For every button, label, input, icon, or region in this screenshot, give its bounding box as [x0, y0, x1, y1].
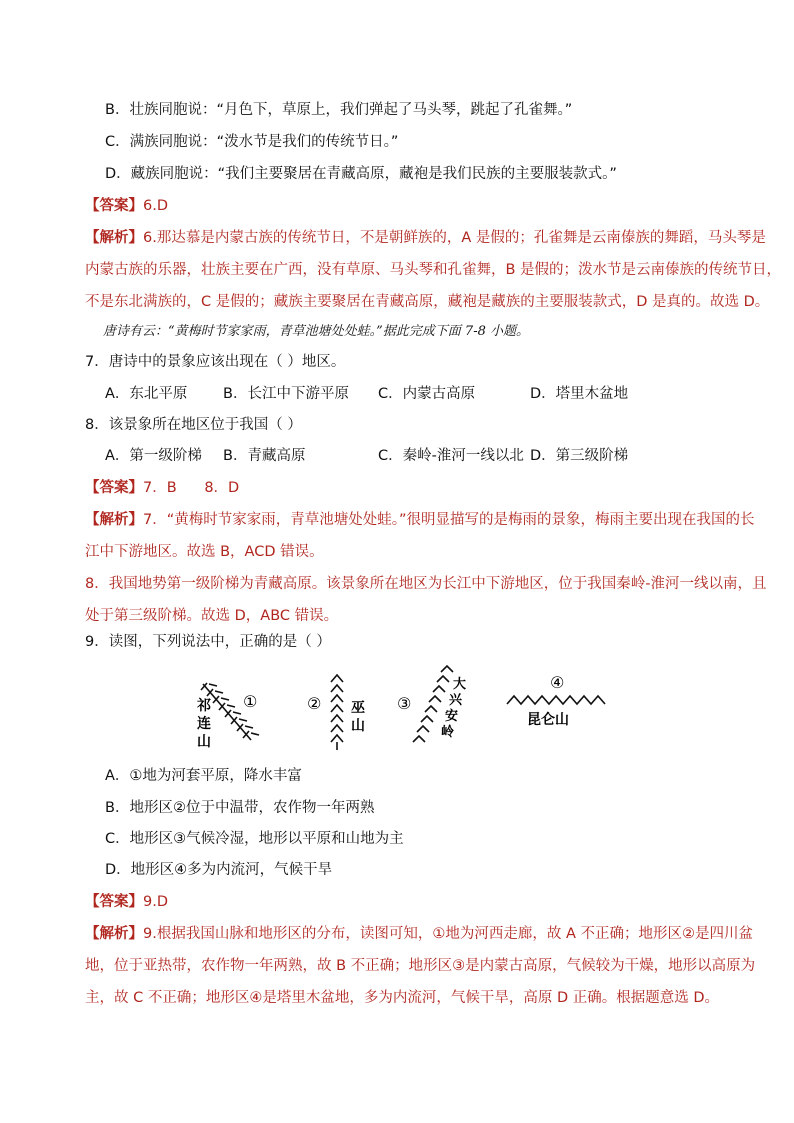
wushan-mountain-symbol	[331, 675, 343, 750]
q6-analysis-text-1: 6.那达慕是内蒙古族的传统节日，不是朝鲜族的，A 是假的；孔雀舞是云南傣族的舞蹈，马头琴是	[143, 230, 766, 246]
q6-analysis-line-3: 不是东北满族的，C 是假的；藏族主要聚居在青藏高原，藏袍是藏族的主要服装款式，D 是真的。故选 D。	[85, 294, 770, 310]
daxinganling-label-1: 大	[453, 677, 467, 692]
q6-answer-line	[85, 196, 168, 216]
q8-option-c: C．秦岭-淮河一线以北	[378, 448, 524, 464]
daxinganling-label-4: 岭	[441, 725, 455, 740]
q7-analysis-line-1	[85, 510, 755, 530]
qilian-label-3: 山	[197, 734, 211, 750]
q6-option-d: D．藏族同胞说：“我们主要聚居在青藏高原，藏袍是我们民族的主要服装款式。”	[105, 166, 617, 182]
label-num-3: ③	[397, 694, 412, 713]
q6-analysis-line-1	[85, 228, 766, 248]
q9-analysis-text-1: 9.根据我国山脉和地形区的分布，读图可知，①地为河西走廊，故 A 不正确；地形区②是四川盆	[143, 926, 753, 942]
q7-analysis-text-1: 7．“黄梅时节家家雨，青草池塘处处蛙。”很明显描写的是梅雨的景象，梅雨主要出现在我国的长	[143, 512, 755, 528]
wushan-label-1: 巫	[351, 700, 365, 716]
q78-answer-line	[85, 478, 239, 498]
q6-answer: 6.D	[143, 198, 168, 214]
q7-option-d: D．塔里木盆地	[530, 386, 629, 402]
q7-analysis-line-2: 江中下游地区。故选 B，ACD 错误。	[85, 544, 324, 560]
qilian-label-1: 祁	[197, 698, 211, 714]
q9-answer: 9.D	[143, 894, 168, 910]
q7-stem: 7．唐诗中的景象应该出现在（ ）地区。	[85, 354, 346, 370]
mountains-figure	[185, 662, 625, 762]
kunlun-mountain-symbol	[507, 696, 605, 704]
label-num-1: ①	[243, 692, 258, 711]
daxinganling-label-2: 兴	[449, 693, 463, 708]
q9-analysis-line-3: 主，故 C 不正确；地形区④是塔里木盆地，多为内流河，气候干旱，高原 D 正确。根据题意选 D。	[85, 990, 719, 1006]
wushan-label-2: 山	[351, 718, 365, 734]
q7-option-b: B．长江中下游平原	[223, 386, 349, 402]
q6-analysis-line-2: 内蒙古族的乐器，壮族主要在广西，没有草原、马头琴和孔雀舞，B 是假的；泼水节是云南傣族的传统节日，	[85, 262, 782, 278]
q7-option-c: C．内蒙古高原	[378, 386, 476, 402]
q9-stem: 9．读图，下列说法中，正确的是（ ）	[85, 634, 331, 650]
q8-option-b: B．青藏高原	[223, 448, 306, 464]
poem-intro: 唐诗有云：“黄梅时节家家雨，青草池塘处处蛙。”据此完成下面 7-8 小题。	[103, 324, 529, 339]
answer-tag: 【答案】	[85, 480, 143, 496]
q78-answer: 7．B 8．D	[143, 480, 240, 496]
q8-stem: 8．该景象所在地区位于我国（ ）	[85, 417, 302, 433]
q9-option-c: C．地形区③气候冷湿，地形以平原和山地为主	[105, 831, 404, 847]
q6-option-b: B．壮族同胞说：“月色下，草原上，我们弹起了马头琴，跳起了孔雀舞。”	[105, 102, 573, 118]
daxinganling-label-3: 安	[445, 709, 459, 724]
q9-answer-line	[85, 892, 168, 912]
q8-analysis-line-2: 处于第三级阶梯。故选 D，ABC 错误。	[85, 608, 339, 624]
q8-analysis-line-1: 8．我国地势第一级阶梯为青藏高原。该景象所在地区为长江中下游地区，位于我国秦岭-淮河一线以南，且	[85, 576, 767, 592]
analysis-tag: 【解析】	[85, 230, 143, 246]
analysis-tag: 【解析】	[85, 926, 143, 942]
label-num-2: ②	[307, 694, 322, 713]
qilian-label-2: 连	[197, 716, 211, 732]
q8-option-d: D．第三级阶梯	[530, 448, 629, 464]
answer-tag: 【答案】	[85, 198, 143, 214]
q7-option-a: A．东北平原	[105, 386, 188, 402]
q9-analysis-line-2: 地，位于亚热带，农作物一年两熟，故 B 不正确；地形区③是内蒙古高原，气候较为干燥，地形以高原为	[85, 958, 756, 974]
q9-option-a: A．①地为河套平原，降水丰富	[105, 768, 302, 784]
analysis-tag: 【解析】	[85, 512, 143, 528]
label-num-4: ④	[550, 673, 565, 692]
kunlun-label: 昆仑山	[527, 712, 569, 728]
answer-tag: 【答案】	[85, 894, 143, 910]
q9-option-b: B．地形区②位于中温带，农作物一年两熟	[105, 800, 375, 816]
q6-option-c: C．满族同胞说：“泼水节是我们的传统节日。”	[105, 134, 399, 150]
q9-option-d: D．地形区④多为内流河，气候干旱	[105, 862, 333, 878]
q9-analysis-line-1	[85, 924, 753, 944]
q8-option-a: A．第一级阶梯	[105, 448, 202, 464]
